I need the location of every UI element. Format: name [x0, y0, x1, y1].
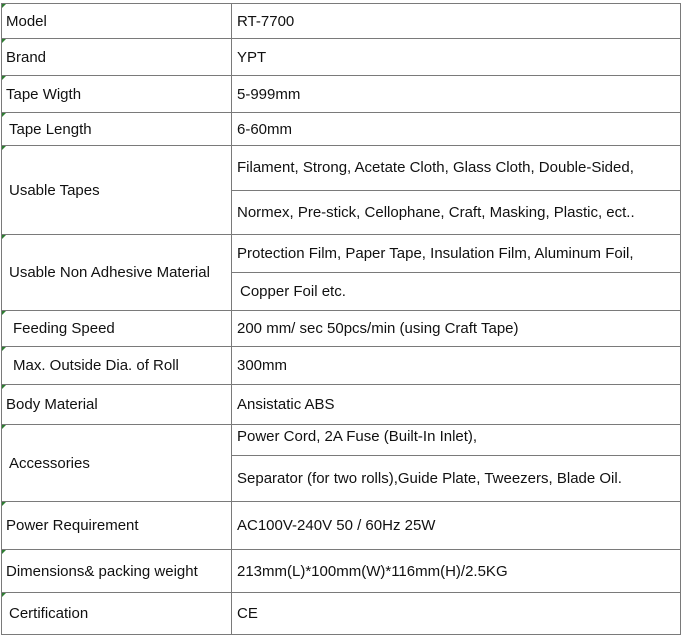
row-value: 200 mm/ sec 50pcs/min (using Craft Tape)	[232, 311, 681, 347]
row-label: Accessories	[2, 425, 232, 502]
table-row	[2, 113, 681, 146]
row-value: 6-60mm	[232, 113, 681, 146]
row-label: Tape Wigth	[2, 76, 232, 113]
row-value: YPT	[232, 39, 681, 76]
row-label: Body Material	[2, 385, 232, 425]
value-line: Filament, Strong, Acetate Cloth, Glass Cloth, Double-Sided,	[237, 159, 634, 176]
table-row	[2, 311, 681, 347]
value-line: Protection Film, Paper Tape, Insulation Film, Aluminum Foil,	[237, 245, 634, 262]
row-label: Usable Tapes	[2, 146, 232, 235]
table-row	[2, 76, 681, 113]
table-row	[2, 502, 681, 550]
table-row	[2, 550, 681, 593]
row-label: Model	[2, 4, 232, 39]
table-row	[2, 347, 681, 385]
table-row	[2, 235, 681, 311]
value-line: Power Cord, 2A Fuse (Built-In Inlet),	[237, 428, 478, 445]
row-value: 5-999mm	[232, 76, 681, 113]
table-row	[2, 146, 681, 235]
row-label: Max. Outside Dia. of Roll	[2, 347, 232, 385]
value-line: Copper Foil etc.	[232, 272, 680, 310]
row-value: AC100V-240V 50 / 60Hz 25W	[232, 502, 681, 550]
row-value	[232, 425, 681, 502]
row-label: Usable Non Adhesive Material	[2, 235, 232, 311]
table-row	[2, 385, 681, 425]
row-value	[232, 235, 681, 311]
table-row	[2, 593, 681, 635]
table-row	[2, 4, 681, 39]
row-value: CE	[232, 593, 681, 635]
row-label: Power Requirement	[2, 502, 232, 550]
row-label: Certification	[2, 593, 232, 635]
spec-table	[1, 3, 681, 635]
table-row	[2, 425, 681, 502]
row-label: Dimensions& packing weight	[2, 550, 232, 593]
value-line: Separator (for two rolls),Guide Plate, Tweezers, Blade Oil.	[232, 455, 680, 501]
row-value	[232, 146, 681, 235]
row-value: RT-7700	[232, 4, 681, 39]
row-label: Feeding Speed	[2, 311, 232, 347]
value-line: Normex, Pre-stick, Cellophane, Craft, Masking, Plastic, ect..	[232, 190, 680, 234]
row-label: Tape Length	[2, 113, 232, 146]
table-row	[2, 39, 681, 76]
row-value: 213mm(L)*100mm(W)*116mm(H)/2.5KG	[232, 550, 681, 593]
row-label: Brand	[2, 39, 232, 76]
row-value: 300mm	[232, 347, 681, 385]
row-value: Ansistatic ABS	[232, 385, 681, 425]
